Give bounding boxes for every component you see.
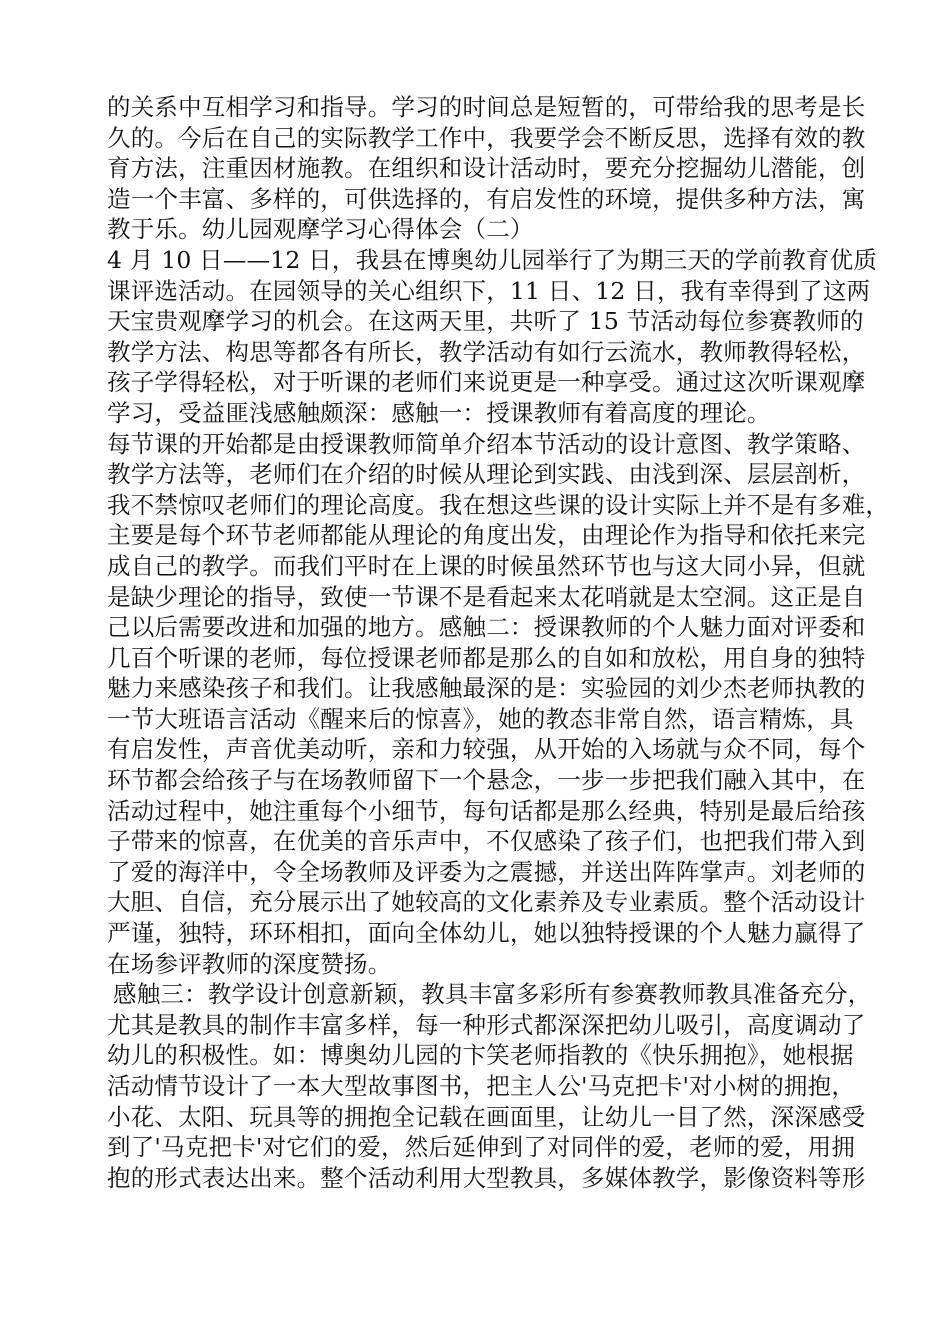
text-line: 己以后需要改进和加强的地方。感触二：授课教师的个人魅力面对评委和 bbox=[107, 613, 866, 642]
text-line: 抱的形式表达出来。整个活动利用大型教具，多媒体教学，影像资料等形 bbox=[107, 1163, 866, 1192]
text-line: 是缺少理论的指导，致使一节课不是看起来太花哨就是太空洞。这正是自 bbox=[107, 582, 866, 611]
text-line: 了爱的海洋中，令全场教师及评委为之震撼，并送出阵阵掌声。刘老师的 bbox=[107, 857, 866, 886]
text-line: 教学方法等，老师们在介绍的时候从理论到实践、由浅到深、层层剖析， bbox=[107, 460, 866, 489]
text-line: 活动情节设计了一本大型故事图书，把主人公'马克把卡'对小树的拥抱， bbox=[107, 1072, 856, 1100]
text-line: 到了'马克把卡'对它们的爱，然后延伸到了对同伴的爱，老师的爱，用拥 bbox=[107, 1133, 856, 1162]
text-line: 子带来的惊喜，在优美的音乐声中，不仅感染了孩子们，也把我们带入到 bbox=[107, 827, 866, 856]
text-line: 我不禁惊叹老师们的理论高度。我在想这些课的设计实际上并不是有多难， bbox=[107, 490, 890, 519]
text-line: 久的。今后在自己的实际教学工作中，我要学会不断反思，选择有效的教 bbox=[107, 123, 866, 152]
text-line: 魅力来感染孩子和我们。让我感触最深的是：实验园的刘少杰老师执教的 bbox=[107, 674, 866, 703]
text-line: 学习，受益匪浅感触颇深：感触一：授课教师有着高度的理论。 bbox=[107, 398, 771, 427]
text-line-date: 4 月 10 日——12 日，我县在博奥幼儿园举行了为期三天的学前教育优质 bbox=[107, 245, 878, 274]
text-line: 每节课的开始都是由授课教师简单介绍本节活动的设计意图、教学策略、 bbox=[107, 429, 866, 458]
text-line: 环节都会给孩子与在场教师留下一个悬念，一步一步把我们融入其中，在 bbox=[107, 766, 866, 795]
text-line: 孩子学得轻松，对于听课的老师们来说更是一种享受。通过这次听课观摩 bbox=[107, 368, 866, 397]
text-line: 的关系中互相学习和指导。学习的时间总是短暂的，可带给我的思考是长 bbox=[107, 93, 866, 121]
text-line: 大胆、自信，充分展示出了她较高的文化素养及专业素质。整个活动设计 bbox=[107, 888, 866, 917]
text-line: 课评选活动。在园领导的关心组织下，11 日、12 日，我有幸得到了这两 bbox=[107, 276, 871, 305]
text-line: 严谨，独特，环环相扣，面向全体幼儿，她以独特授课的个人魅力赢得了 bbox=[107, 919, 866, 948]
document-body bbox=[107, 92, 890, 1193]
text-line: 幼儿的积极性。如：博奥幼儿园的卞笑老师指教的《快乐拥抱》，她根据 bbox=[107, 1041, 854, 1070]
text-line: 感触三：教学设计创意新颖，教具丰富多彩所有参赛教师教具准备充分， bbox=[113, 980, 872, 1009]
text-line: 尤其是教具的制作丰富多样，每一种形式都深深把幼儿吸引，高度调动了 bbox=[107, 1010, 866, 1039]
text-line: 主要是每个环节老师都能从理论的角度出发，由理论作为指导和依托来完 bbox=[107, 521, 866, 550]
text-line: 有启发性，声音优美动听，亲和力较强，从开始的入场就与众不同，每个 bbox=[107, 735, 866, 764]
text-line: 几百个听课的老师，每位授课老师都是那么的自如和放松，用自身的独特 bbox=[107, 643, 866, 672]
text-line: 育方法，注重因材施教。在组织和设计活动时，要充分挖掘幼儿潜能，创 bbox=[107, 154, 866, 183]
text-line: 天宝贵观摩学习的机会。在这两天里，共听了 15 节活动每位参赛教师的 bbox=[107, 307, 864, 336]
text-line: 在场参评教师的深度赞扬。 bbox=[107, 949, 392, 978]
text-line: 教学方法、构思等都各有所长，教学活动有如行云流水，教师教得轻松， bbox=[107, 337, 866, 366]
text-line: 活动过程中，她注重每个小细节，每句话都是那么经典，特别是最后给孩 bbox=[107, 796, 866, 825]
text-line: 造一个丰富、多样的，可供选择的，有启发性的环境，提供多种方法，寓 bbox=[107, 184, 866, 213]
text-line: 成自己的教学。而我们平时在上课的时候虽然环节也与这大同小异，但就 bbox=[107, 551, 866, 580]
text-line: 一节大班语言活动《醒来后的惊喜》，她的教态非常自然，语言精炼，具 bbox=[107, 704, 854, 733]
text-line: 小花、太阳、玩具等的拥抱全记载在画面里，让幼儿一目了然，深深感受 bbox=[107, 1102, 866, 1131]
section-heading-line: 教于乐。幼儿园观摩学习心得体会（二） bbox=[107, 215, 534, 244]
